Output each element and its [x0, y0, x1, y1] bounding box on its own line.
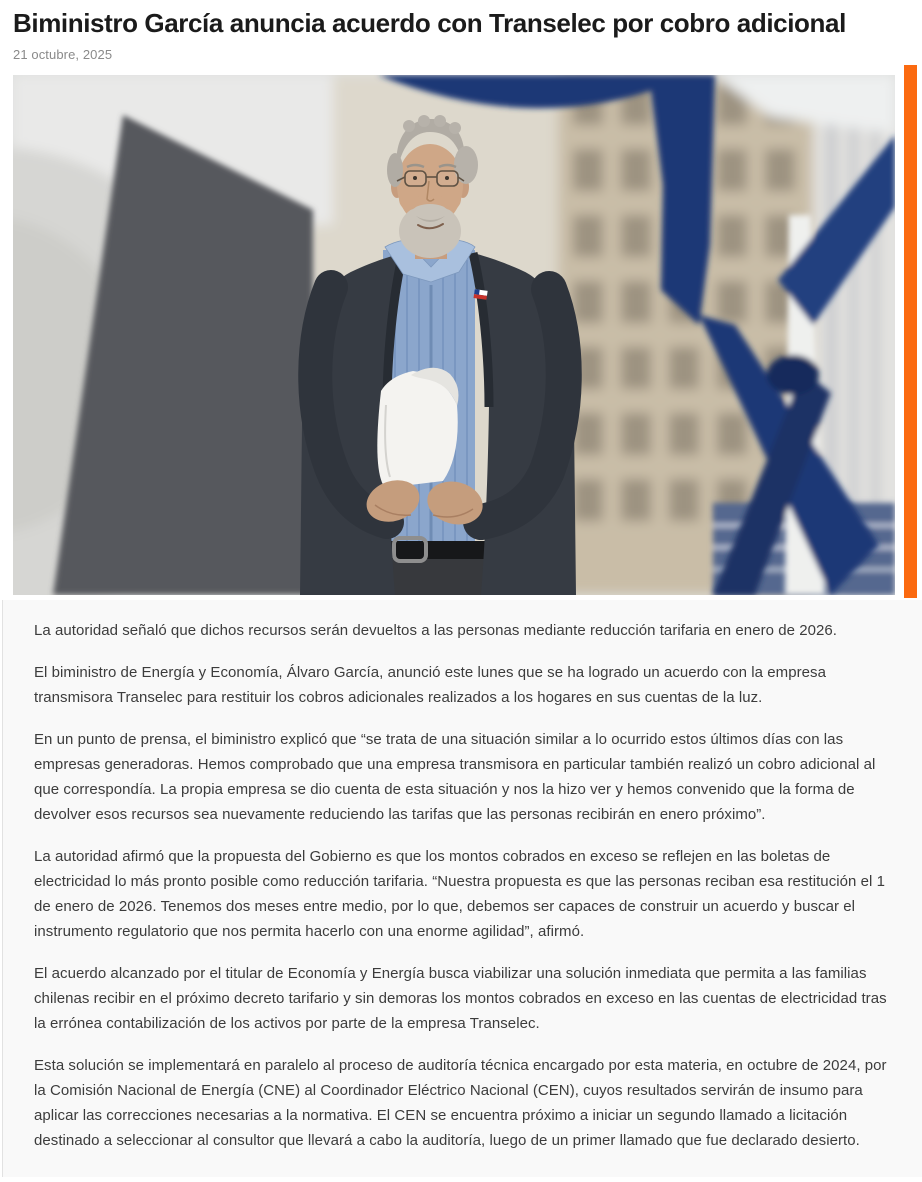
- flag-pin: [474, 289, 488, 300]
- article-paragraph: El acuerdo alcanzado por el titular de Economía y Energía busca viabilizar una solución inmediata que permita a las familias chilenas recibir en el próximo decreto tarifario y sin demoras los montos cobrados en exceso en las cuentas de electricidad tras la errónea contabilización de los activos por parte de la empresa Transelec.: [34, 964, 887, 1032]
- hero-image: [13, 75, 895, 595]
- accent-bar: [904, 65, 917, 598]
- article-body: [2, 600, 922, 1177]
- hero-figure: [13, 75, 895, 595]
- article-header: [0, 0, 922, 62]
- papers: [377, 367, 458, 487]
- article-paragraph: La autoridad señaló que dichos recursos serán devueltos a las personas mediante reducción tarifaria en enero de 2026.: [34, 621, 838, 639]
- article-paragraph: La autoridad afirmó que la propuesta del Gobierno es que los montos cobrados en exceso se reflejen en las boletas de electricidad lo más pronto posible como reducción tarifaria. “Nuestra propuesta es que las personas reciban esa restitución el 1 de enero de 2026. Tenemos dos meses entre medio, por lo que, debemos ser capaces de construir un acuerdo y buscar el instrumento regulatorio que nos permita hacerlo con una enorme agilidad”, afirmó.: [34, 847, 886, 940]
- article-paragraph: Esta solución se implementará en paralelo al proceso de auditoría técnica encargado por esta materia, en octubre de 2024, por la Comisión Nacional de Energía (CNE) al Coordinador Eléctrico Nacional (CEN), cuyos resultados servirán de insumo para aplicar las correcciones necesarias a la normativa. El CEN se encuentra próximo a iniciar un segundo llamado a licitación destinado a seleccionar al consultor que llevará a cabo la auditoría, luego de un primer llamado que fue declarado desierto.: [34, 1056, 887, 1149]
- article-paragraph: El biministro de Energía y Economía, Álvaro García, anunció este lunes que se ha logrado un acuerdo con la empresa transmisora Transelec para restituir los cobros adicionales realizados a los hogares en sus cuentas de la luz.: [34, 663, 826, 706]
- page-title: Biministro García anuncia acuerdo con Transelec por cobro adicional: [13, 8, 846, 38]
- article-paragraph: En un punto de prensa, el biministro explicó que “se trata de una situación similar a lo ocurrido estos últimos días con las empresas generadoras. Hemos comprobado que una empresa transmisora en particular también realizó un cobro adicional al que correspondía. La propia empresa se dio cuenta de esta situación y nos la hizo ver y hemos convenido que la forma de devolver esos recursos sea nuevamente reduciendo las tarifas que las personas recibirán en enero próximo”.: [34, 730, 876, 823]
- article-date: 21 octubre, 2025: [13, 46, 113, 62]
